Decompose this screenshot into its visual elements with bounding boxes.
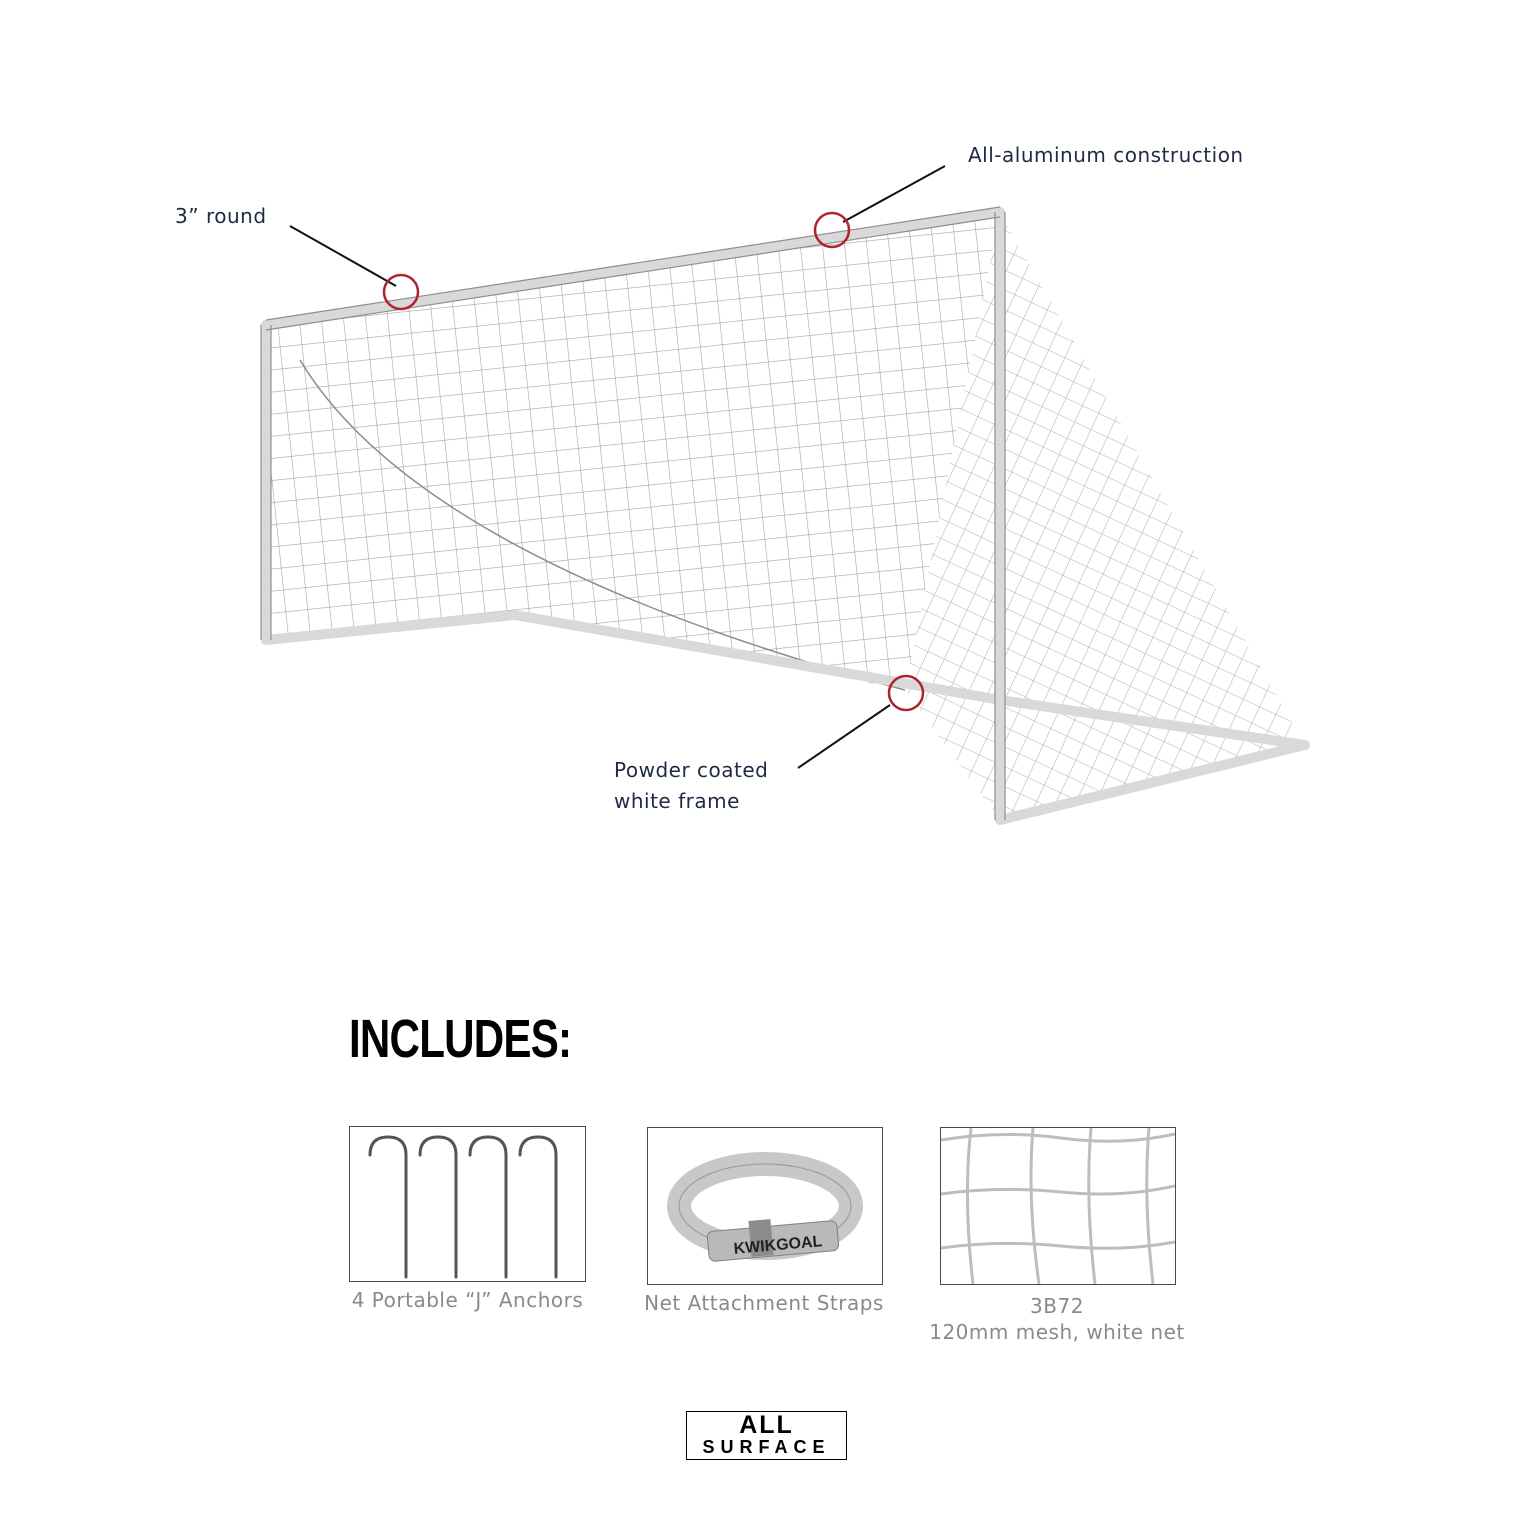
item-box-net bbox=[940, 1127, 1176, 1285]
caption-anchors-text: 4 Portable “J” Anchors bbox=[351, 1288, 584, 1312]
callout-frame-line1: Powder coated bbox=[614, 758, 769, 782]
strap-brand-text: KWIKGOAL bbox=[732, 1233, 823, 1258]
caption-net-line2: 120mm mesh, white net bbox=[929, 1320, 1185, 1344]
callout-aluminum-text: All-aluminum construction bbox=[968, 143, 1244, 167]
item-box-anchors bbox=[349, 1126, 586, 1282]
caption-strap-text: Net Attachment Straps bbox=[644, 1291, 884, 1315]
all-surface-badge bbox=[686, 1411, 847, 1460]
badge-line2: SURFACE bbox=[702, 1437, 831, 1457]
item-caption-anchors bbox=[335, 1287, 600, 1313]
includes-heading: INCLUDES: bbox=[349, 1009, 572, 1069]
item-caption-net bbox=[915, 1293, 1199, 1345]
callout-round-text: 3” round bbox=[175, 204, 267, 228]
strap-icon bbox=[648, 1128, 882, 1284]
callout-aluminum bbox=[968, 140, 1244, 171]
callout-round bbox=[175, 201, 267, 232]
callout-frame-line2: white frame bbox=[614, 789, 740, 813]
net-mesh-icon bbox=[941, 1128, 1175, 1284]
item-box-strap bbox=[647, 1127, 883, 1285]
j-anchors-icon bbox=[350, 1127, 585, 1281]
badge-line1: ALL bbox=[739, 1411, 794, 1439]
item-caption-strap bbox=[632, 1290, 896, 1316]
callout-frame bbox=[614, 755, 768, 817]
caption-net-line1: 3B72 bbox=[1030, 1294, 1084, 1318]
